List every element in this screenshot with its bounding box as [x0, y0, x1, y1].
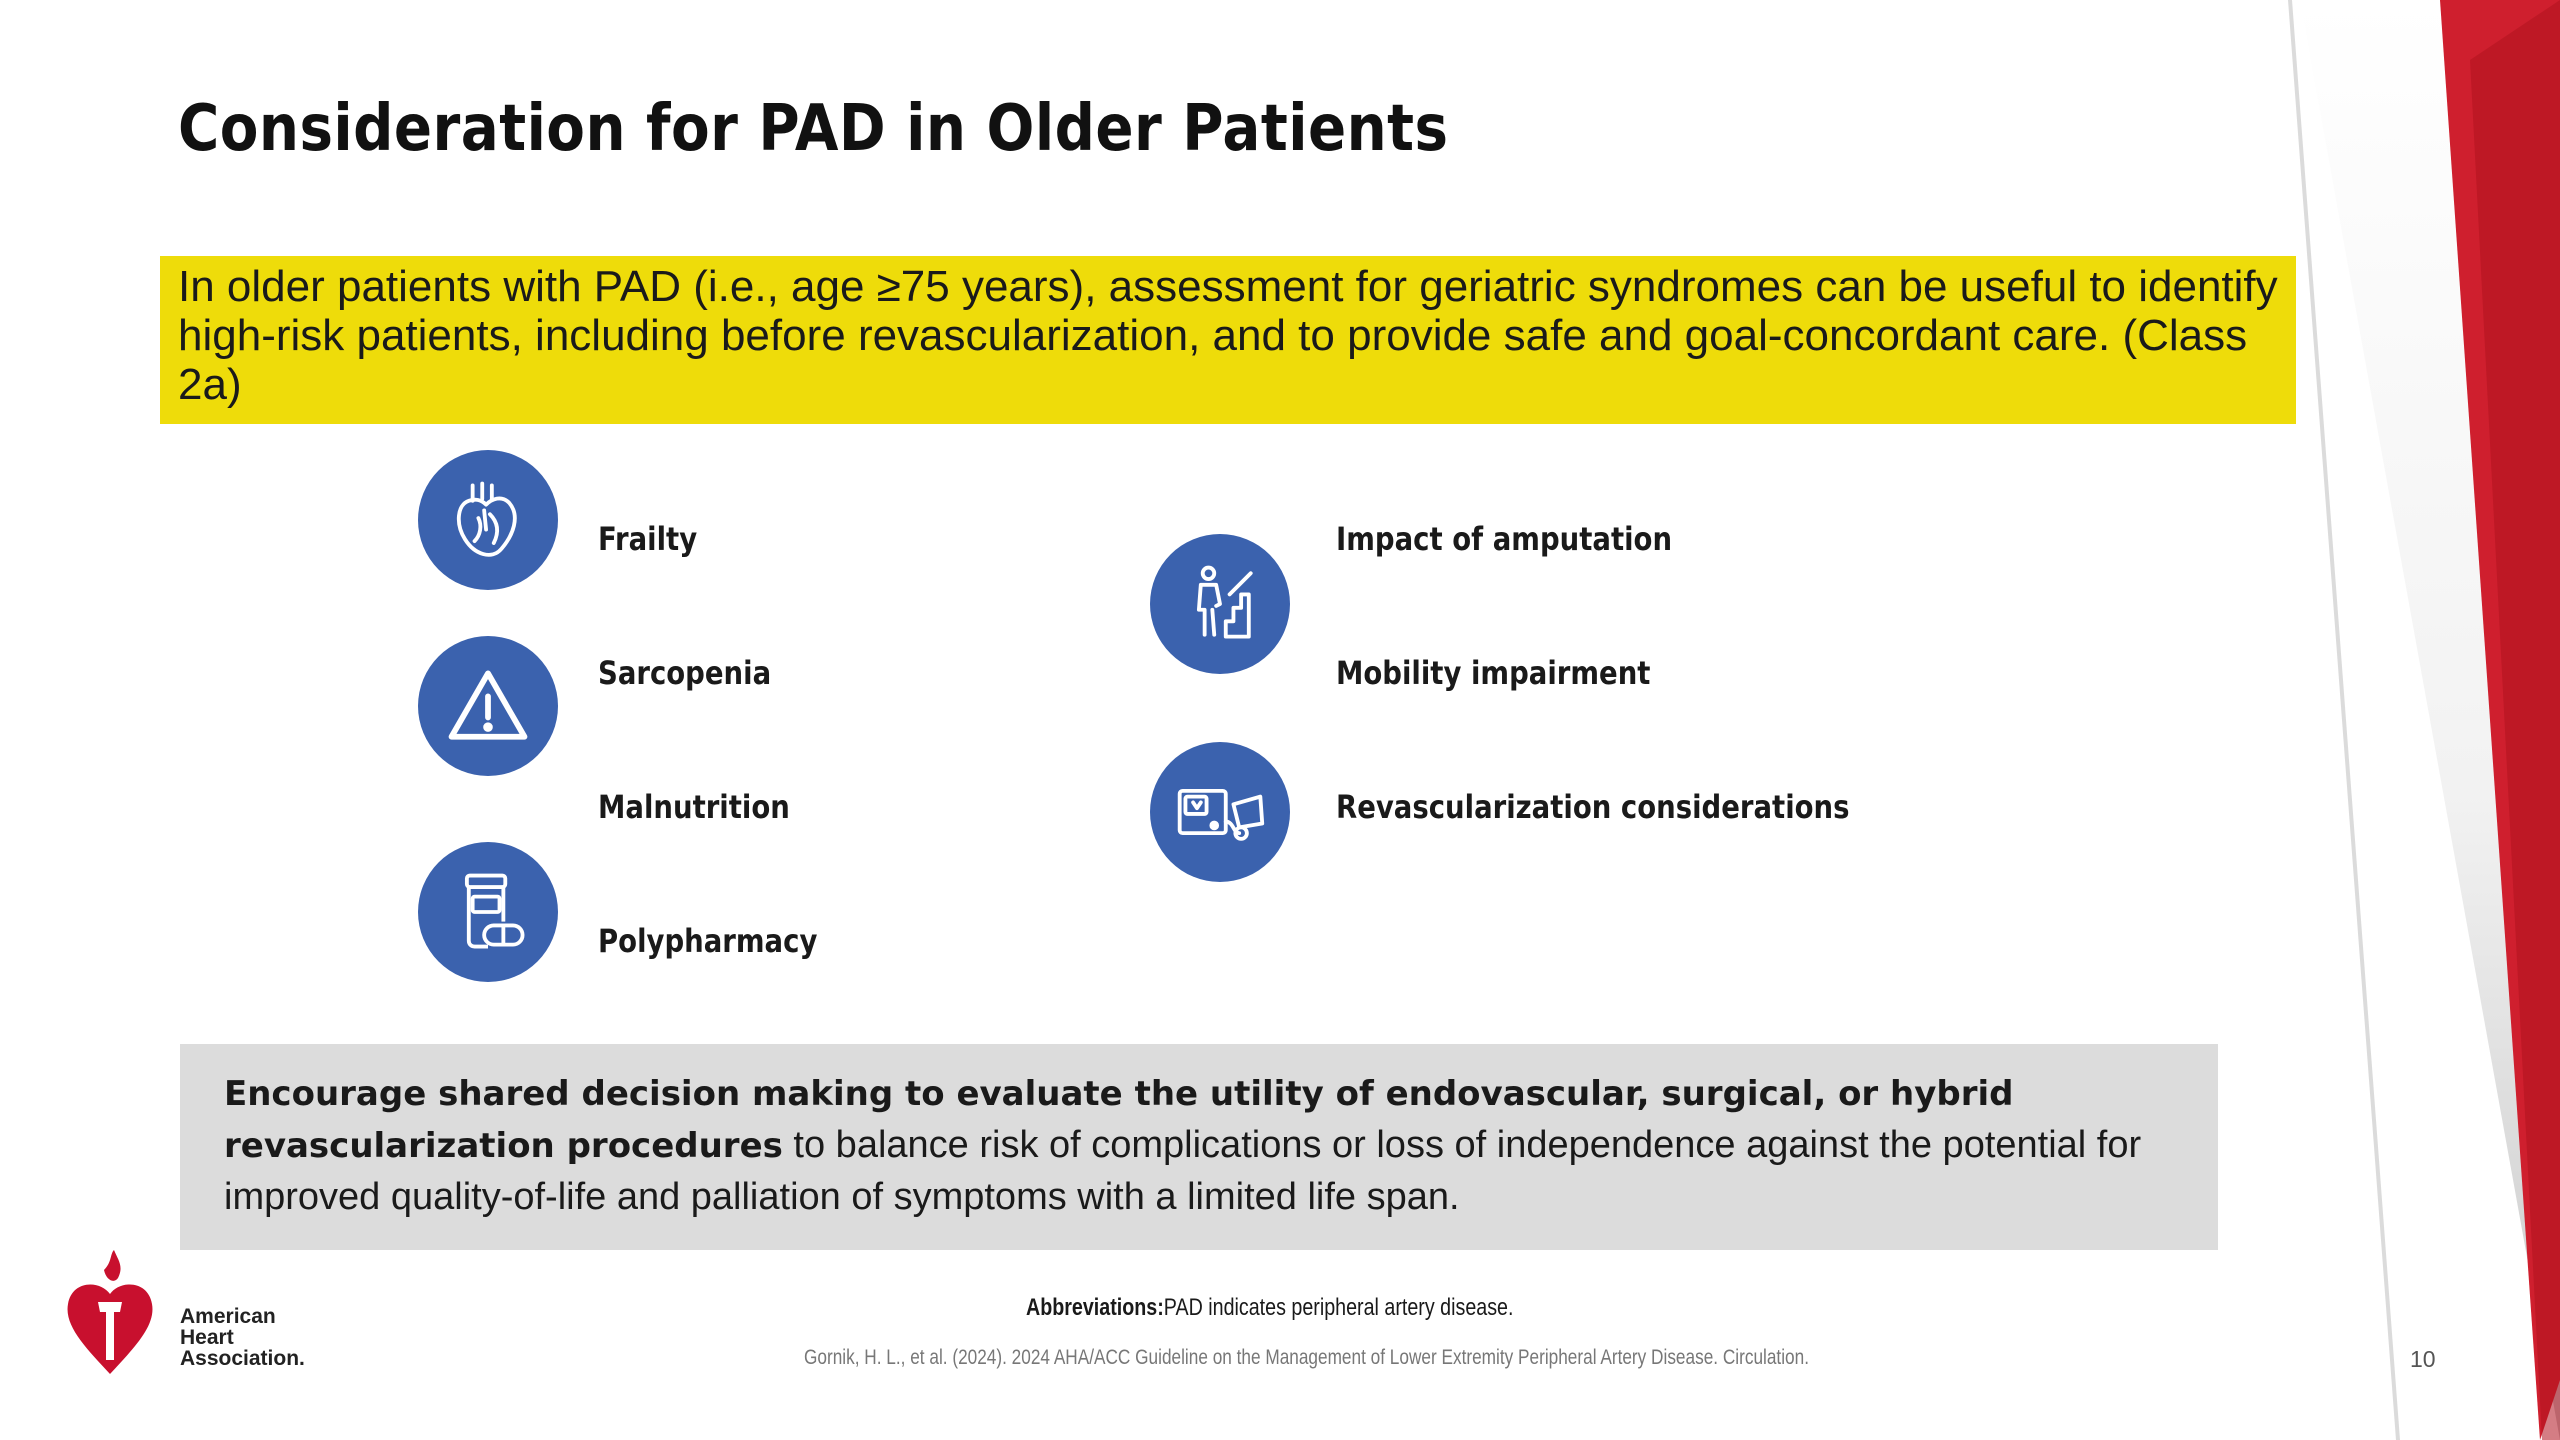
person-stairs-icon — [1150, 534, 1290, 674]
medical-device-icon — [1150, 742, 1290, 882]
item-label-revascularization-considerations: Revascularization considerations — [1336, 788, 1850, 826]
heart-icon — [418, 450, 558, 590]
abbreviations-label: Abbreviations: — [1026, 1294, 1164, 1321]
shared-decision-box — [180, 1044, 2218, 1250]
shared-decision-regular-text: to balance risk of complications or loss of independence against the potential for improved quality-of-life and palliation of symptoms with a limited life span. — [224, 1124, 2142, 1218]
citation: Gornik, H. L., et al. (2024). 2024 AHA/ACC Guideline on the Management of Lower Extremity Peripheral Artery Disease. Circulation. — [804, 1346, 1809, 1369]
decorative-side-shapes — [2280, 0, 2560, 1440]
item-label-frailty: Frailty — [598, 520, 698, 558]
recommendation-box: In older patients with PAD (i.e., age ≥75 years), assessment for geriatric syndromes can be useful to identify high-risk patients, including before revascularization, and to provide safe and goal-concordant care. (Class 2a) — [160, 256, 2296, 424]
page-number: 10 — [2410, 1346, 2436, 1372]
shared-decision-bold-text: Encourage shared decision making to evaluate the utility of endovascular, surgical, or hybrid revascularization procedures — [224, 1074, 2014, 1166]
aha-logo-text — [180, 1306, 305, 1369]
logo-line-1: American — [180, 1305, 276, 1328]
item-label-malnutrition: Malnutrition — [598, 788, 790, 826]
abbreviations-line — [1026, 1294, 1513, 1322]
logo-line-3: Association. — [180, 1347, 305, 1370]
item-label-mobility-impairment: Mobility impairment — [1336, 654, 1651, 692]
warning-icon — [418, 636, 558, 776]
aha-logo-icon — [60, 1250, 160, 1386]
item-label-polypharmacy: Polypharmacy — [598, 922, 818, 960]
logo-line-2: Heart — [180, 1326, 234, 1349]
item-label-sarcopenia: Sarcopenia — [598, 654, 772, 692]
abbreviations-text: PAD indicates peripheral artery disease. — [1163, 1294, 1514, 1321]
pill-bottle-icon — [418, 842, 558, 982]
slide-title: Consideration for PAD in Older Patients — [178, 92, 1449, 166]
item-label-impact-of-amputation: Impact of amputation — [1336, 520, 1673, 558]
